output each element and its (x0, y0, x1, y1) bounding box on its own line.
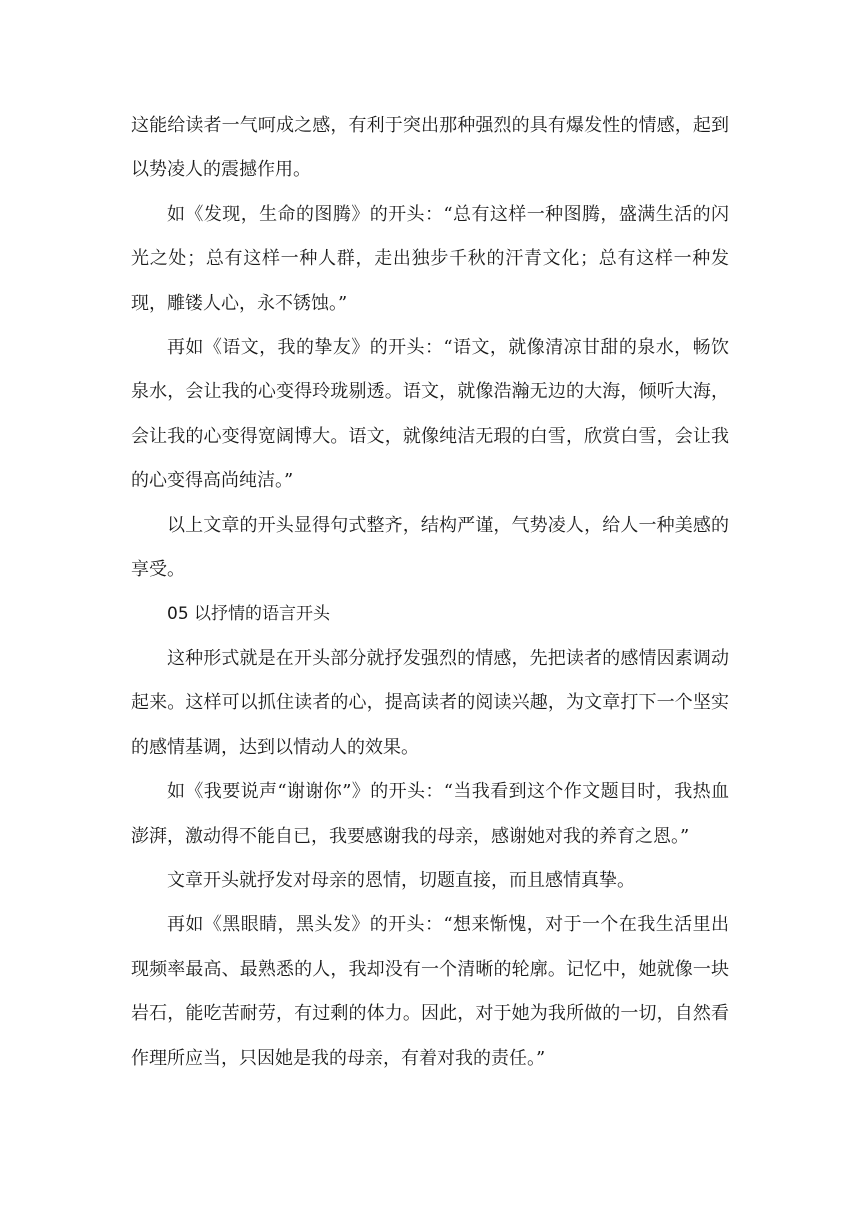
paragraph-example-black-eyes: 再如《黑眼睛，黑头发》的开头：“想来惭愧，对于一个在我生活里出现频率最高、最熟悉的人，我却没有一个清晰的轮廓。记忆中，她就像一块岩石，能吃苦耐劳，有过剩的体力。因此，对于她为我所做的一切，自然看作理所应当，只因她是我的母亲，有着对我的责任。” (131, 914, 729, 1069)
document-body (131, 104, 729, 1081)
section-heading: 05 以抒情的语言开头 (167, 604, 331, 625)
paragraph-comment: 文章开头就抒发对母亲的恩情，切题直接，而且感情真挚。 (167, 869, 635, 891)
paragraph-example-chinese-friend: 再如《语文，我的挚友》的开头：“语文，就像清凉甘甜的泉水，畅饮泉水，会让我的心变得玲珑剔透。语文，就像浩瀚无边的大海，倾听大海，会让我的心变得宽阔博大。语文，就像纯洁无瑕的白雪，欣赏白雪，会让我的心变得高尚纯洁。” (131, 337, 729, 492)
paragraph-summary: 以上文章的开头显得句式整齐，结构严谨，气势凌人，给人一种美感的享受。 (131, 514, 729, 581)
paragraph-example-thank-you: 如《我要说声“谢谢你”》的开头：“当我看到这个作文题目时，我热血澎湃，激动得不能自已，我要感谢我的母亲，感谢她对我的养育之恩。” (131, 781, 729, 847)
paragraph-example-discovery: 如《发现，生命的图腾》的开头：“总有这样一种图腾，盛满生活的闪光之处；总有这样一种人群，走出独步千秋的汗青文化；总有这样一种发现，雕镂人心，永不锈蚀。” (131, 203, 729, 314)
paragraph-lyrical-intro: 这种形式就是在开头部分就抒发强烈的情感，先把读者的感情因素调动起来。这样可以抓住读者的心，提高读者的阅读兴趣，为文章打下一个坚实的感情基调，达到以情动人的效果。 (131, 647, 729, 758)
paragraph-continuation: 这能给读者一气呵成之感，有利于突出那种强烈的具有爆发性的情感，起到以势凌人的震撼作用。 (131, 115, 729, 181)
